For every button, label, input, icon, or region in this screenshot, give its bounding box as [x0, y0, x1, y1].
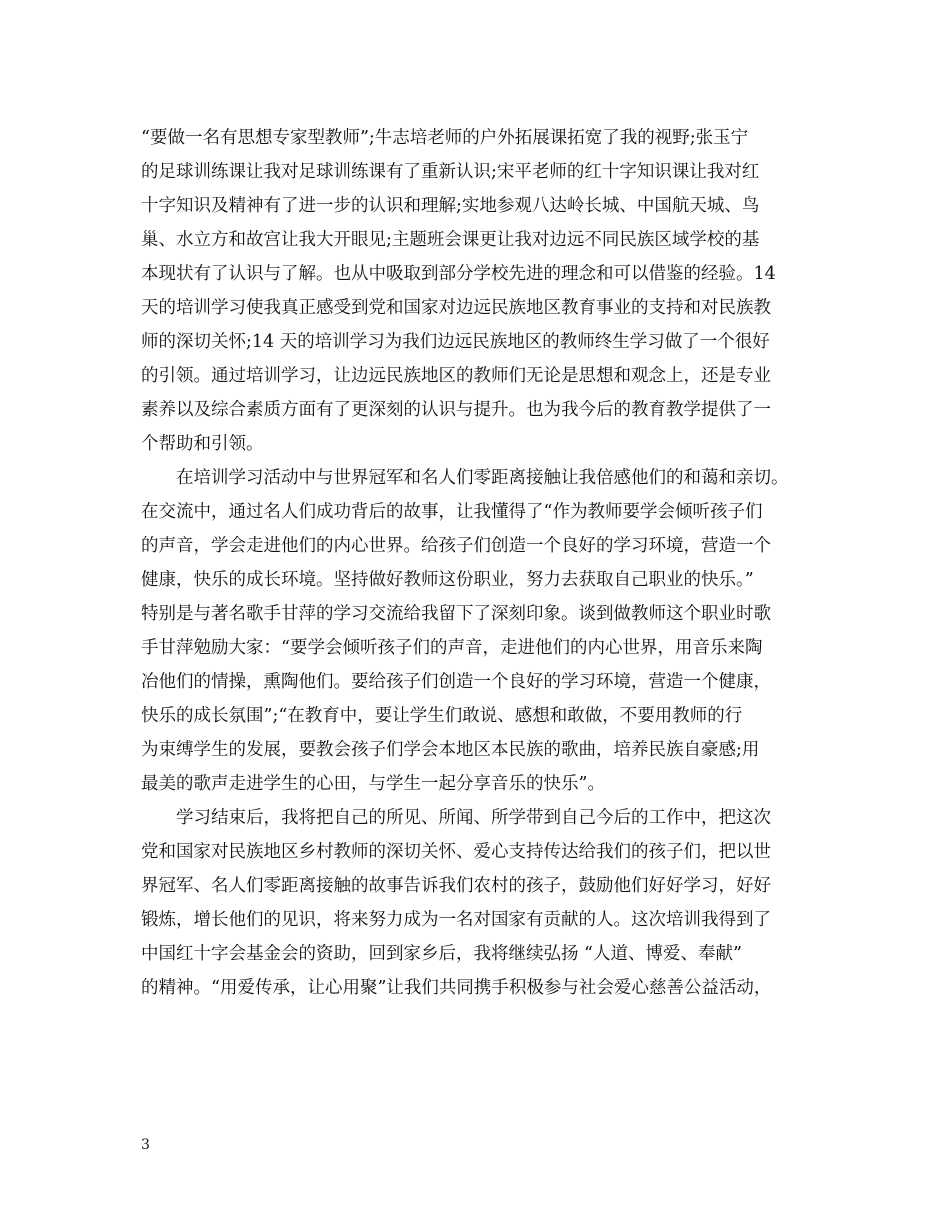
- text-line: 天的培训学习使我真正感受到党和国家对边远民族地区教育事业的支持和对民族教: [141, 298, 771, 318]
- text-line: 的引领。通过培训学习，让边远民族地区的教师们无论是思想和观念上，还是专业: [141, 366, 771, 386]
- text-line: 锻炼，增长他们的见识，将来努力成为一名对国家有贡献的人。这次培训我得到了: [141, 910, 771, 930]
- text-line: 在交流中，通过名人们成功背后的故事，让我懂得了“作为教师要学会倾听孩子们: [141, 502, 763, 522]
- text-line: 界冠军、名人们零距离接触的故事告诉我们农村的孩子，鼓励他们好好学习，好好: [141, 876, 771, 896]
- text-line: 的精神。“用爱传承，让心用聚”让我们共同携手积极参与社会爱心慈善公益活动，: [141, 978, 772, 998]
- text-line: 中国红十字会基金会的资助，回到家乡后，我将继续弘扬 “人道、博爱、奉献”: [141, 944, 742, 964]
- text-line: 学习结束后，我将把自己的所见、所闻、所学带到自己今后的工作中，把这次: [141, 808, 771, 828]
- text-line: 巢、水立方和故宫让我大开眼见;主题班会课更让我对边远不同民族区域学校的基: [141, 230, 760, 250]
- body-text: [141, 121, 831, 1005]
- text-line: 的声音，学会走进他们的内心世界。给孩子们创造一个良好的学习环境，营造一个: [141, 536, 771, 556]
- text-line: 冶他们的情操，熏陶他们。要给孩子们创造一个良好的学习环境，营造一个健康，: [141, 672, 771, 692]
- text-line: 本现状有了认识与了解。也从中吸取到部分学校先进的理念和可以借鉴的经验。14: [141, 264, 776, 284]
- text-line: 手甘萍勉励大家：“要学会倾听孩子们的声音，走进他们的内心世界，用音乐来陶: [141, 638, 763, 658]
- text-line: 的足球训练课让我对足球训练课有了重新认识;宋平老师的红十字知识课让我对红: [141, 162, 760, 182]
- text-line: 最美的歌声走进学生的心田，与学生一起分享音乐的快乐”。: [141, 774, 605, 794]
- text-line: 快乐的成长氛围”;“在教育中，要让学生们敢说、感想和敢做，不要用教师的行: [141, 706, 743, 726]
- text-line: 师的深切关怀;14 天的培训学习为我们边远民族地区的教师终生学习做了一个很好: [141, 332, 770, 352]
- text-line: 党和国家对民族地区乡村教师的深切关怀、爱心支持传达给我们的孩子们，把以世: [141, 842, 771, 862]
- text-line: 素养以及综合素质方面有了更深刻的认识与提升。也为我今后的教育教学提供了一: [141, 400, 771, 420]
- text-line: 十字知识及精神有了进一步的认识和理解;实地参观八达岭长城、中国航天城、鸟: [141, 196, 760, 216]
- text-line: “要做一名有思想专家型教师”;牛志培老师的户外拓展课拓宽了我的视野;张玉宁: [141, 128, 749, 148]
- text-line: 个帮助和引领。: [141, 434, 264, 454]
- text-line: 特别是与著名歌手甘萍的学习交流给我留下了深刻印象。谈到做教师这个职业时歌: [141, 604, 771, 624]
- text-line: 为束缚学生的发展，要教会孩子们学会本地区本民族的歌曲，培养民族自豪感;用: [141, 740, 760, 760]
- text-line: 健康，快乐的成长环境。坚持做好教师这份职业，努力去获取自己职业的快乐。”: [141, 570, 754, 590]
- text-line: 在培训学习活动中与世界冠军和名人们零距离接触让我倍感他们的和蔼和亲切。: [141, 468, 789, 488]
- page-number: 3: [141, 1137, 150, 1153]
